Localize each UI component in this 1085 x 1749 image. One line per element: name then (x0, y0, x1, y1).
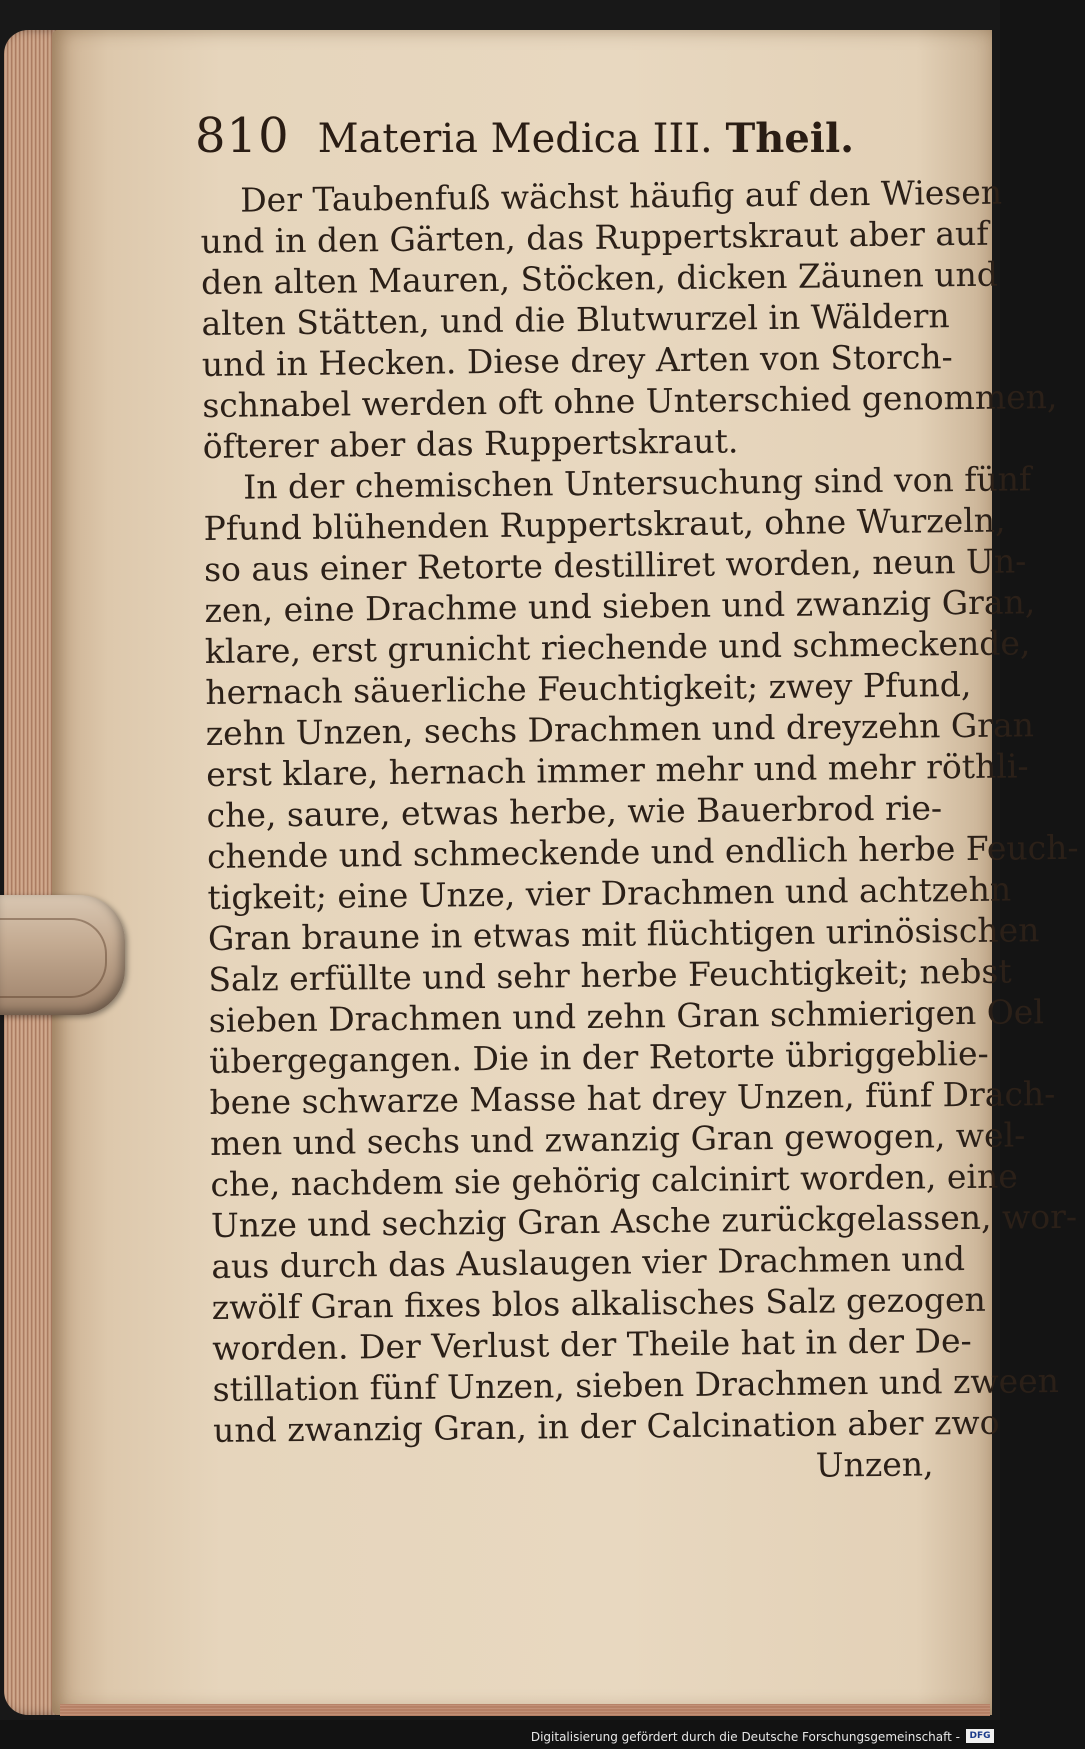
text-line: klare, erst grunicht riechende und schmeckende, (204, 623, 1031, 671)
text-line: hernach säuerliche Feuchtigkeit; zwey Pfund, (205, 664, 972, 712)
text-line: den alten Mauren, Stöcken, dicken Zäunen und (200, 254, 999, 302)
running-title (318, 115, 854, 162)
text-line: öfterer aber das Ruppertskraut. (202, 421, 739, 466)
page-bottom-edges (60, 1704, 990, 1716)
page-number: 810 (195, 108, 290, 164)
text-line: che, saure, etwas herbe, wie Bauerbrod rie- (206, 788, 943, 835)
running-header (195, 108, 915, 168)
text-line: Pfund blühenden Ruppertskraut, ohne Wurzeln, (203, 500, 1006, 548)
text-line: erst klare, hernach immer mehr und mehr röthli- (206, 746, 1029, 794)
text-line: und zwanzig Gran, in der Calcination aber zwo (212, 1402, 1000, 1450)
text-line: und in Hecken. Diese drey Arten von Storch- (201, 337, 953, 384)
catchword: Unzen, (815, 1444, 934, 1485)
text-line: aus durch das Auslaugen vier Drachmen und (211, 1239, 966, 1286)
text-line: schnabel werden oft ohne Unterschied genommen, (202, 377, 1058, 425)
text-line: zehn Unzen, sechs Drachmen und dreyzehn Gran (205, 705, 1035, 753)
text-line: Unze und sechzig Gran Asche zurückgelassen, wor- (210, 1196, 1078, 1245)
text-line: sieben Drachmen und zehn Gran schmierigen Oel (208, 992, 1045, 1040)
text-line: zwölf Gran fixes blos alkalisches Salz gezogen (211, 1279, 986, 1327)
text-line: stillation fünf Unzen, sieben Drachmen und zween (212, 1361, 1060, 1409)
text-line: Salz erfüllte und sehr herbe Feuchtigkeit; nebst (208, 951, 1012, 999)
digitization-credit: Digitalisierung gefördert durch die Deutsche Forschungsgemeinschaft - (530, 1730, 960, 1744)
body-text (200, 172, 1079, 1492)
text-line: men und sechs und zwanzig Gran gewogen, wel- (209, 1115, 1026, 1163)
text-line: so aus einer Retorte destilliret worden, neun Un- (203, 541, 1027, 589)
text-line: bene schwarze Masse hat drey Unzen, fünf Drach- (209, 1074, 1056, 1122)
text-line: alten Stätten, und die Blutwurzel in Wäldern (201, 296, 950, 343)
text-line: tigkeit; eine Unze, vier Drachmen und achtzehn (207, 869, 1012, 917)
running-title-part: Theil. (725, 115, 855, 162)
text-line: zen, eine Drachme und sieben und zwanzig Gran, (204, 582, 1036, 630)
text-line: worden. Der Verlust der Theile hat in der De- (212, 1320, 972, 1368)
dfg-logo: DFG (966, 1729, 994, 1743)
text-line: Gran braune in etwas mit flüchtigen urinösischen (207, 910, 1040, 958)
text-line: che, nachdem sie gehörig calcinirt worden, eine (210, 1156, 1018, 1204)
running-title-text: Materia Medica III. (317, 116, 713, 162)
text-line: chende und schmeckende und endlich herbe Feuch- (206, 827, 1079, 876)
text-line: In der chemischen Untersuchung sind von fünf (243, 459, 1032, 507)
text-line: übergegangen. Die in der Retorte übriggeblie- (209, 1033, 989, 1081)
book-clip-outline (0, 918, 107, 998)
text-line: und in den Gärten, das Ruppertskraut aber auf (200, 213, 989, 261)
text-line: Der Taubenfuß wächst häufig auf den Wiesen (240, 172, 1003, 220)
